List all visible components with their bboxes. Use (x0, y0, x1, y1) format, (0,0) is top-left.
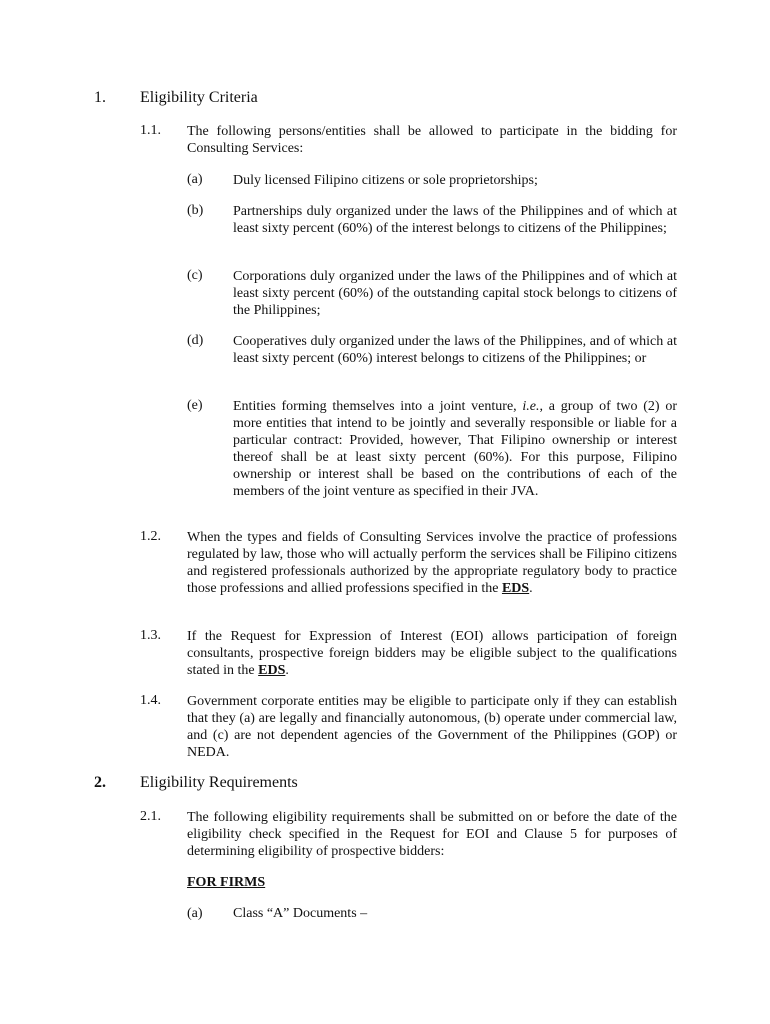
item-c-text: Corporations duly organized under the laws of the Philippines and of which at least sixty percent (60%) of the outstanding capital stock belongs to citizens of the Philippines; (233, 269, 677, 318)
clause-1-3-body: If the Request for Expression of Interest (EOI) allows participation of foreign consultants, prospective foreign bidders may be eligible subject to the qualifications stated in the (187, 629, 677, 678)
item-d-label: (d) (187, 333, 204, 348)
clause-1-2-end: . (529, 581, 533, 596)
clause-1-2-body: When the types and fields of Consulting Services involve the practice of professions regulated by law, those who will actually perform the services shall be Filipino citizens and registered professionals authorized by the appropriate regulatory body to practice those professions and allied professions specified in the (187, 530, 677, 596)
for-firms-heading: FOR FIRMS (187, 875, 266, 890)
item-b-label: (b) (187, 203, 204, 218)
clause-1-3-eds-link: EDS (258, 663, 286, 678)
section-2-title: Eligibility Requirements (140, 774, 298, 791)
clause-1-4-text: Government corporate entities may be eligible to participate only if they can establish that they (a) are legally and financially autonomous, (b) operate under commercial law, and (c) are not dependent agencies of the Government of the Philippines (GOP) or NEDA. (187, 694, 677, 760)
item-a-text: Duly licensed Filipino citizens or sole proprietorships; (233, 173, 538, 188)
clause-1-2-eds-link: EDS (501, 581, 530, 596)
clause-1-3-end: . (285, 663, 289, 678)
clause-1-1-text: The following persons/entities shall be allowed to participate in the bidding for Consulting Services: (187, 124, 677, 156)
clause-1-3-number: 1.3. (140, 628, 161, 643)
item-d-text: Cooperatives duly organized under the laws of the Philippines, and of which at least sixty percent (60%) interest belongs to citizens of the Philippines; or (233, 334, 677, 366)
clause-1-3-text (187, 628, 677, 679)
clause-2-1-number: 2.1. (140, 809, 161, 824)
item-e-label: (e) (187, 398, 203, 413)
clause-2-1-text: The following eligibility requirements shall be submitted on or before the date of the eligibility check specified in the Request for EOI and Clause 5 for purposes of determining eligibility of prospective bidders: (187, 810, 677, 859)
item-c-label: (c) (187, 268, 203, 283)
item-e-text-post: , a group of two (2) or more entities that intend to be jointly and severally responsible or liable for a particular contract: Provided, however, That Filipino ownership or interest thereof shall be at least sixty percent (60%). For this purpose, Filipino ownership or interest shall be based on the contributions of each of the members of the joint venture as specified in their JVA. (233, 399, 677, 499)
item-e-ie: i.e. (522, 399, 540, 414)
clause-1-4-number: 1.4. (140, 693, 161, 708)
class-a-text: Class “A” Documents – (233, 906, 368, 921)
item-e-text (233, 398, 677, 500)
item-e-text-pre: Entities forming themselves into a joint venture, (233, 399, 523, 414)
item-b-text: Partnerships duly organized under the laws of the Philippines and of which at least sixty percent (60%) of the interest belongs to citizens of the Philippines; (233, 204, 677, 236)
clause-1-2-text (187, 529, 677, 597)
item-a-label: (a) (187, 172, 203, 187)
class-a-label: (a) (187, 906, 203, 921)
section-2-number: 2. (94, 774, 106, 791)
clause-1-1-number: 1.1. (140, 123, 161, 138)
section-1-title: Eligibility Criteria (140, 89, 258, 106)
section-1-number: 1. (94, 89, 106, 106)
clause-1-2-number: 1.2. (140, 529, 161, 544)
